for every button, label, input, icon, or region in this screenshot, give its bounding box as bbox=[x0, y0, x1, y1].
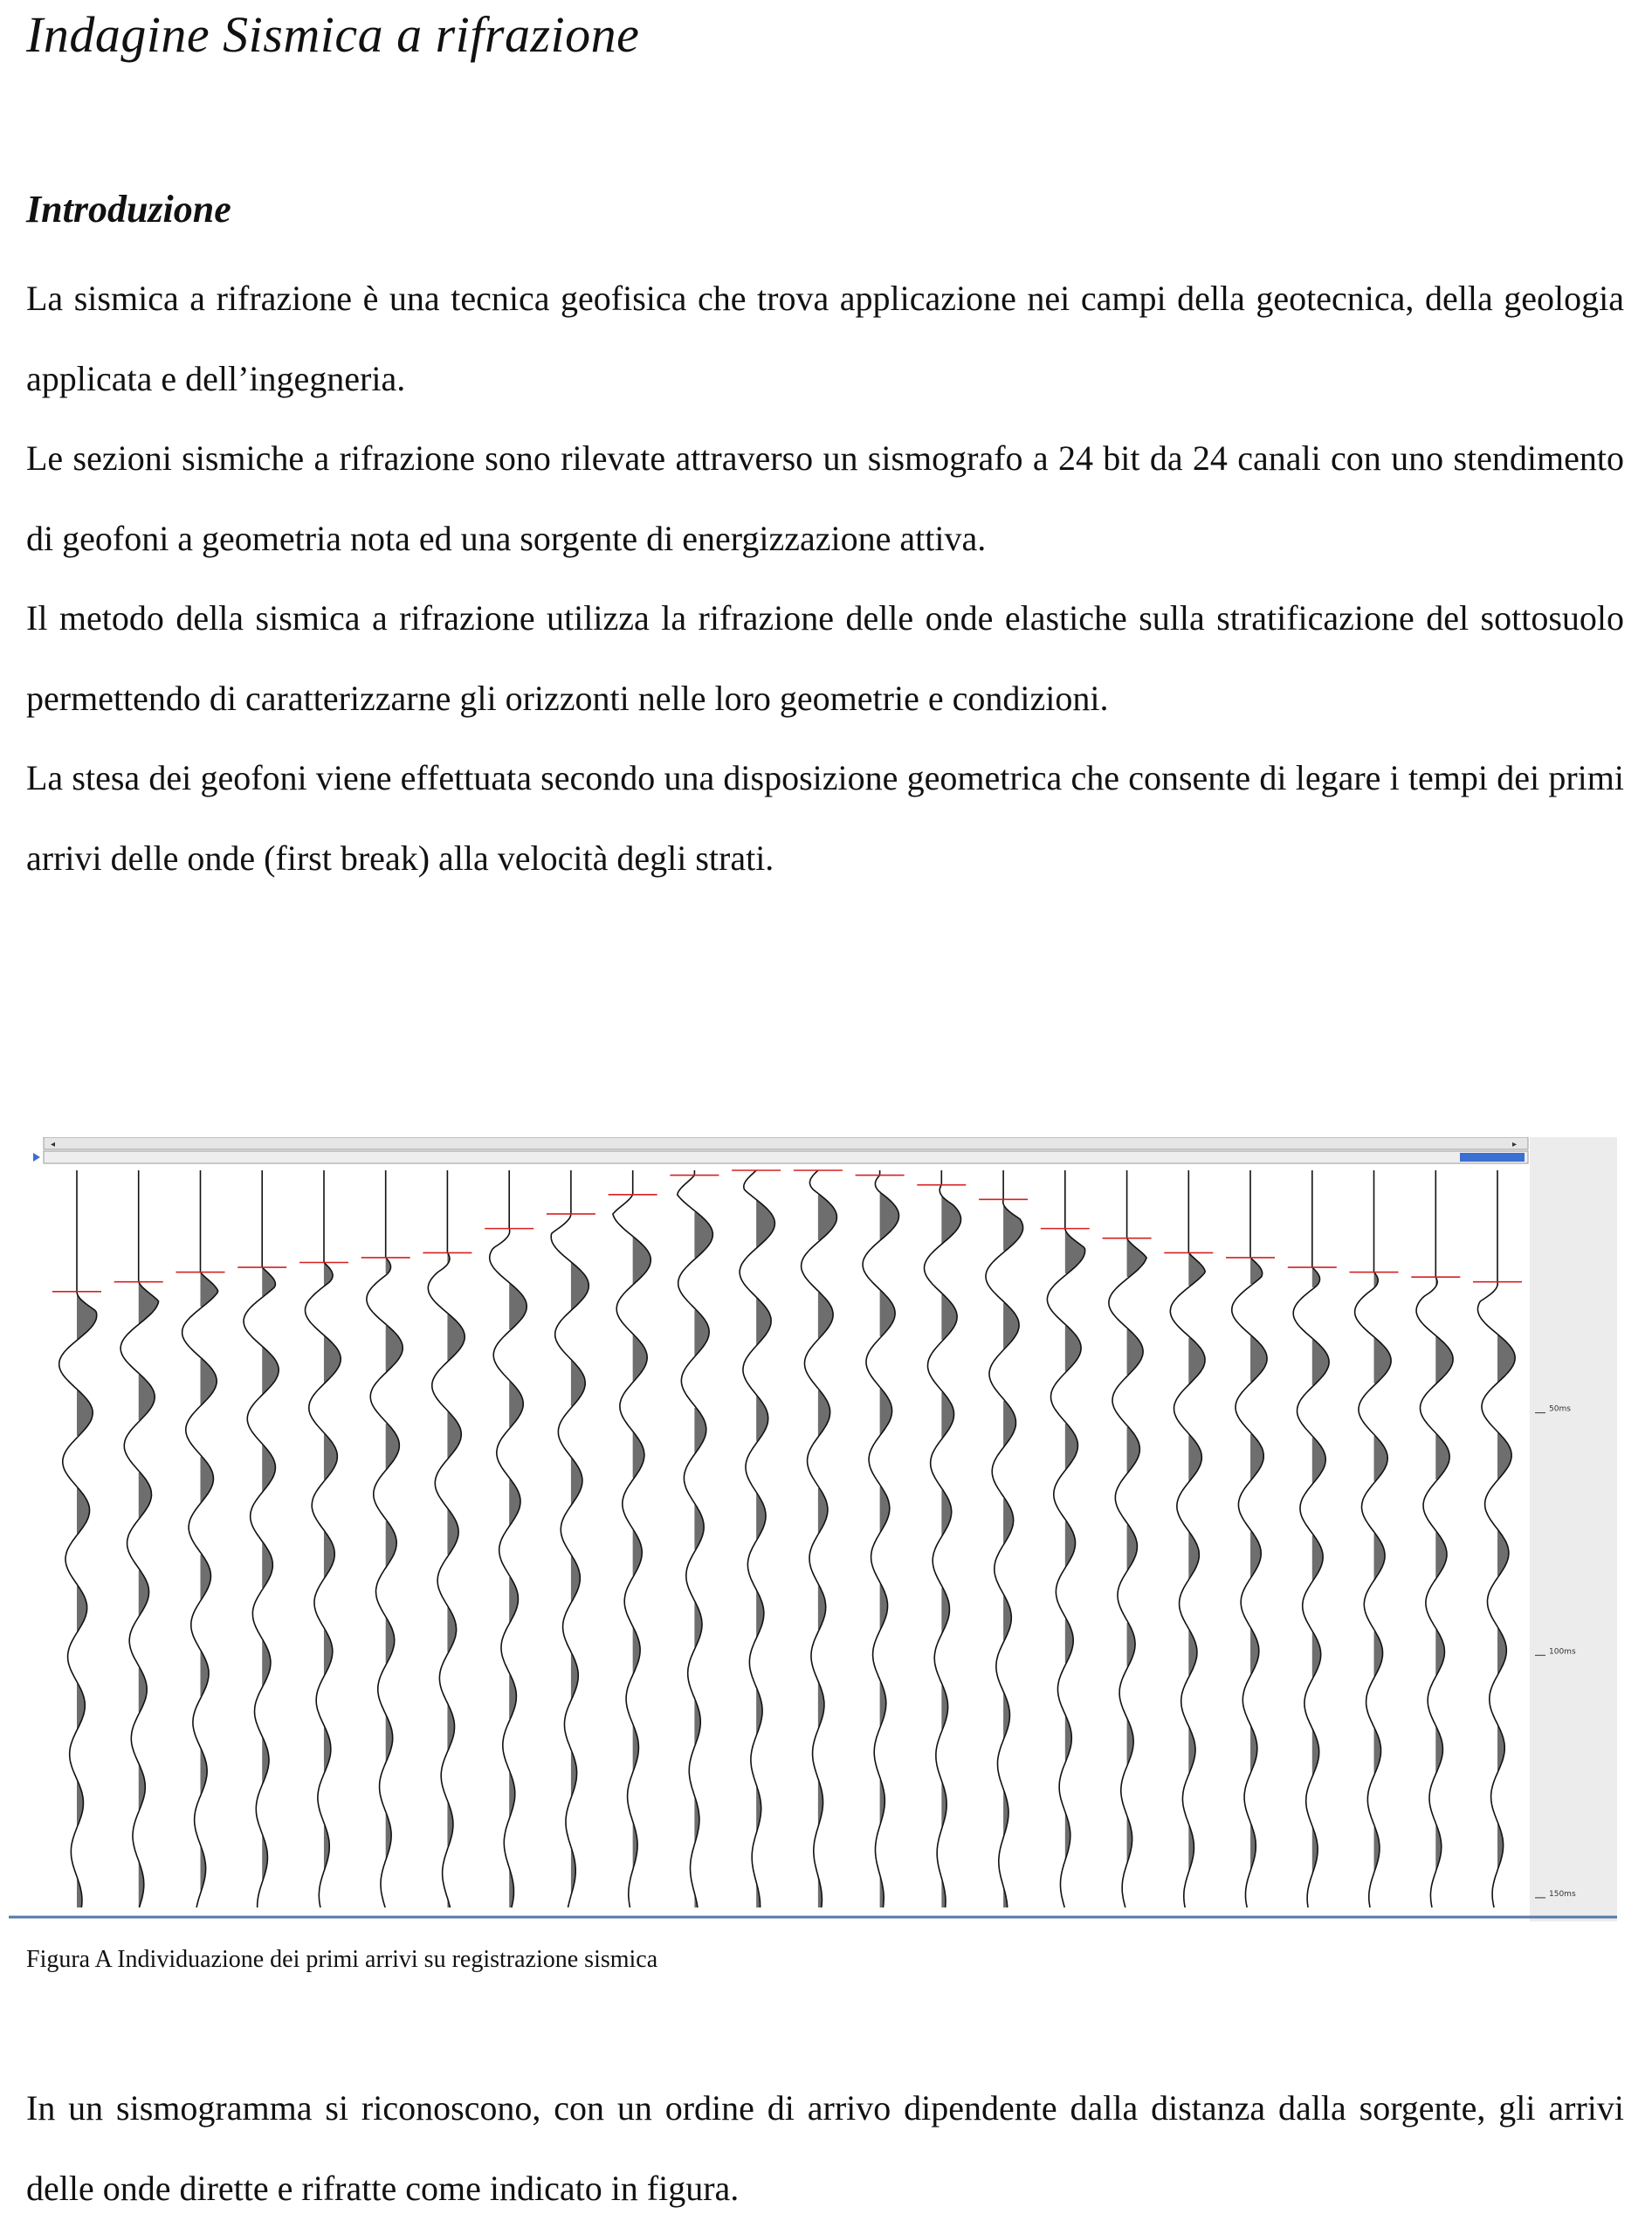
time-tick-label: 50ms bbox=[1549, 1404, 1571, 1414]
seismic-trace bbox=[428, 1170, 465, 1907]
scrollbar-thumb[interactable] bbox=[1460, 1153, 1525, 1162]
trace-fill bbox=[77, 1294, 97, 1907]
scroll-left-icon[interactable]: ◂ bbox=[51, 1140, 56, 1149]
document-title: Indagine Sismica a rifrazione bbox=[26, 6, 640, 63]
seismic-trace bbox=[613, 1170, 650, 1907]
paragraph-4: La stesa dei geofoni viene effettuata secondo una disposizione geometrica che consente di legare i tempi dei primi arrivi delle onde (first break) alla velocità degli strati. bbox=[26, 758, 1624, 878]
seismic-trace bbox=[1170, 1170, 1205, 1907]
paragraph-3: Il metodo della sismica a rifrazione utilizza la rifrazione delle onde elastiche sulla stratificazione del sottosuolo permettendo di caratterizzarne gli orizzonti nelle loro geometrie e condizioni. bbox=[26, 598, 1624, 718]
seismic-trace bbox=[1293, 1170, 1329, 1907]
trace-fill bbox=[386, 1259, 403, 1859]
time-tick-label: 150ms bbox=[1549, 1889, 1576, 1899]
section-heading: Introduzione bbox=[26, 188, 231, 231]
seismic-trace bbox=[1232, 1170, 1267, 1907]
seismic-trace bbox=[1478, 1170, 1516, 1907]
intro-text bbox=[26, 259, 1624, 898]
seismic-trace bbox=[367, 1170, 403, 1907]
trace-fill bbox=[1188, 1254, 1205, 1871]
trace-fill bbox=[1497, 1335, 1515, 1869]
closing-text bbox=[26, 2068, 1624, 2228]
trace-fill bbox=[1312, 1268, 1329, 1873]
paragraph-1: La sismica a rifrazione è una tecnica geofisica che trova applicazione nei campi della geotecnica, della geologia applicata e dell’ingegneria. bbox=[26, 279, 1624, 398]
seismic-trace bbox=[306, 1170, 341, 1907]
seismogram-figure bbox=[9, 1137, 1617, 1921]
horizontal-scrollbar-track[interactable] bbox=[44, 1151, 1528, 1163]
seismic-trace bbox=[1416, 1170, 1453, 1907]
play-arrow-icon[interactable] bbox=[33, 1153, 40, 1162]
closing-paragraph: In un sismogramma si riconoscono, con un ordine di arrivo dipendente dalla distanza dalla sorgente, gli arrivi delle onde dirette e rifratte come indicato in figura. bbox=[26, 2088, 1624, 2208]
figure-caption: Figura A Individuazione dei primi arrivi su registrazione sismica bbox=[26, 1946, 658, 1973]
traces-group bbox=[59, 1170, 1515, 1907]
seismic-trace bbox=[490, 1170, 527, 1907]
time-axis-panel bbox=[1530, 1137, 1617, 1921]
scroll-right-icon[interactable]: ▸ bbox=[1512, 1140, 1518, 1149]
time-tick-label: 100ms bbox=[1549, 1647, 1576, 1657]
seismogram-plot bbox=[9, 1137, 1617, 1921]
first-break-picks bbox=[52, 1170, 1522, 1292]
trace-fill bbox=[1374, 1273, 1392, 1871]
seismic-trace bbox=[1355, 1170, 1392, 1907]
paragraph-2: Le sezioni sismiche a rifrazione sono rilevate attraverso un sismografo a 24 bit da 24 canali con uno stendimento di geofoni a geometria nota ed una sorgente di energizzazione attiva. bbox=[26, 438, 1624, 558]
seismic-trace bbox=[182, 1170, 218, 1907]
top-scrollbar[interactable] bbox=[44, 1137, 1528, 1149]
